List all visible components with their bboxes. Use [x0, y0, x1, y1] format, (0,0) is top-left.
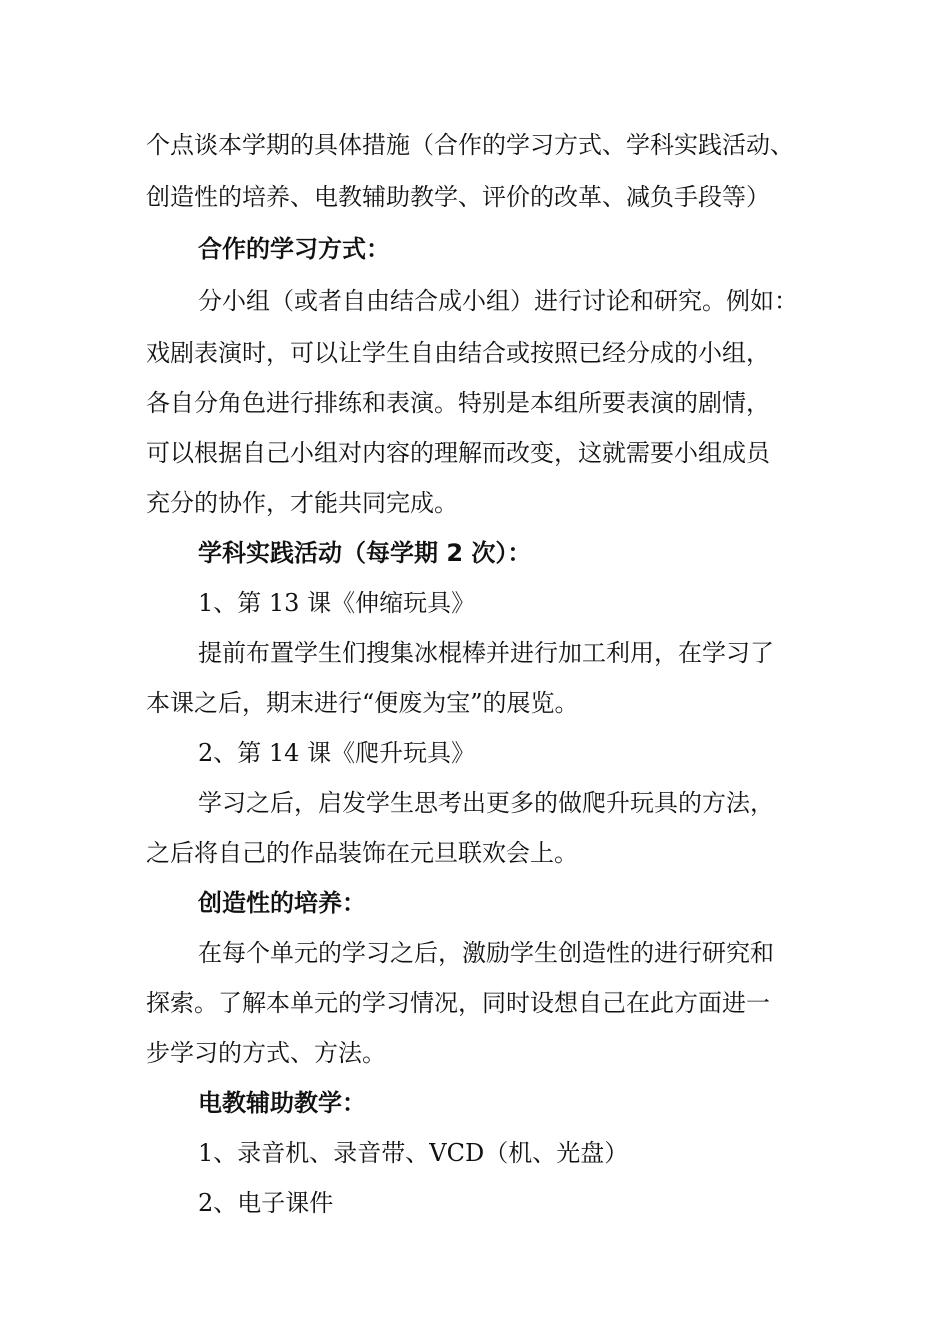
- practice-item-2-title: 2、第 14 课《爬升玩具》: [198, 739, 476, 767]
- creativity-line-1: 在每个单元的学习之后，激励学生创造性的进行研究和: [198, 939, 774, 967]
- creativity-line-2: 探索。了解本单元的学习情况，同时设想自己在此方面进一: [146, 989, 770, 1017]
- heading-practice: 学科实践活动（每学期 2 次）：: [198, 539, 532, 567]
- cooperative-line-2: 戏剧表演时，可以让学生自由结合或按照已经分成的小组，: [146, 339, 770, 367]
- practice-item-2-line-2: 之后将自己的作品装饰在元旦联欢会上。: [146, 839, 578, 867]
- heading-creativity: 创造性的培养：: [198, 889, 366, 917]
- cooperative-line-3: 各自分角色进行排练和表演。特别是本组所要表演的剧情，: [146, 389, 770, 417]
- intro-line-1: 个点谈本学期的具体措施（合作的学习方式、学科实践活动、: [146, 131, 794, 159]
- creativity-line-3: 步学习的方式、方法。: [146, 1039, 386, 1067]
- cooperative-line-5: 充分的协作，才能共同完成。: [146, 489, 458, 517]
- intro-line-2: 创造性的培养、电教辅助教学、评价的改革、减负手段等）: [146, 183, 770, 211]
- heading-cooperative: 合作的学习方式：: [198, 235, 390, 263]
- media-item-1: 1、录音机、录音带、VCD（机、光盘）: [198, 1139, 629, 1167]
- practice-item-1-title: 1、第 13 课《伸缩玩具》: [198, 589, 476, 617]
- media-item-2: 2、电子课件: [198, 1189, 334, 1217]
- heading-media: 电教辅助教学：: [198, 1089, 366, 1117]
- practice-item-2-line-1: 学习之后，启发学生思考出更多的做爬升玩具的方法，: [198, 789, 774, 817]
- cooperative-line-1: 分小组（或者自由结合成小组）进行讨论和研究。例如：: [198, 287, 798, 315]
- practice-item-1-line-2: 本课之后，期末进行“便废为宝”的展览。: [146, 689, 579, 717]
- practice-item-1-line-1: 提前布置学生们搜集冰棍棒并进行加工利用，在学习了: [198, 639, 774, 667]
- cooperative-line-4: 可以根据自己小组对内容的理解而改变，这就需要小组成员: [146, 439, 770, 467]
